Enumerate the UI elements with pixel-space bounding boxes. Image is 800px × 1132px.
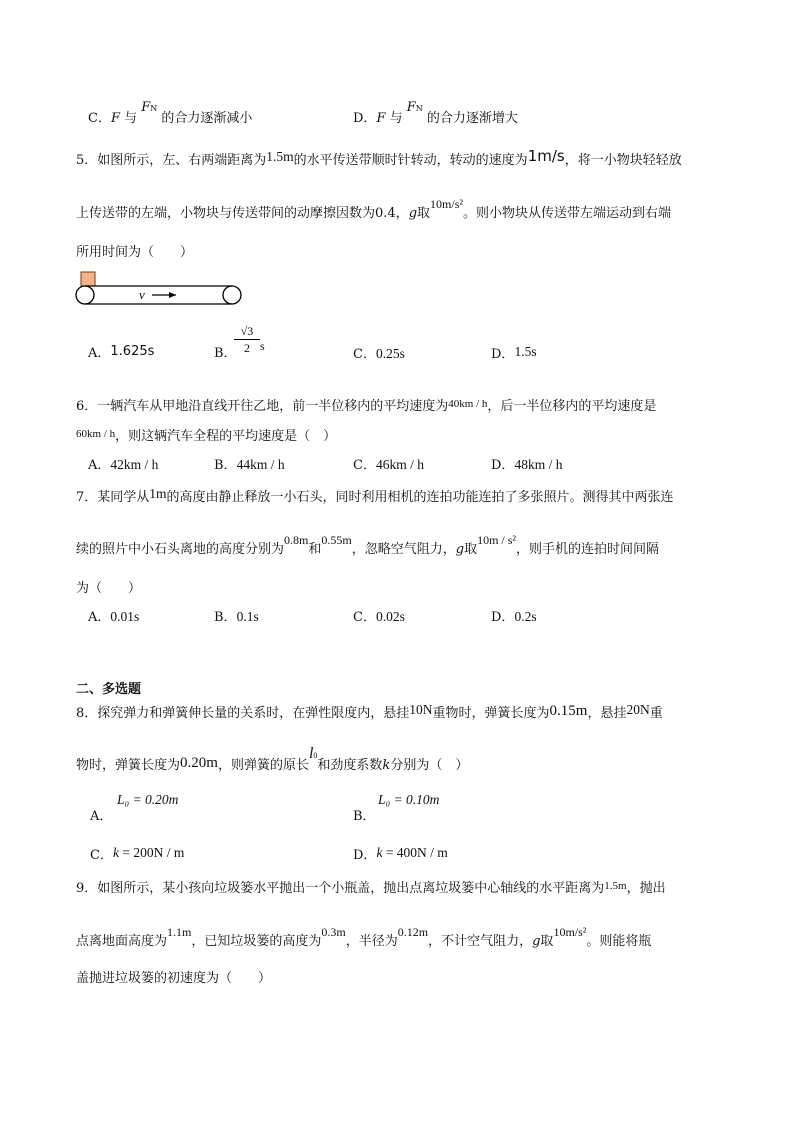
text: ，将一小物块轻轻放 — [564, 153, 682, 168]
option-label: D． — [491, 458, 515, 473]
text: 重 — [649, 706, 663, 721]
force-symbol: F — [376, 111, 386, 126]
q9-line3 — [76, 970, 271, 988]
arrow-head — [169, 292, 176, 298]
text: 盖抛进垃圾篓的初速度为（ ） — [76, 971, 272, 986]
k-symbol: k — [382, 758, 391, 773]
text: 所用时间为（ ） — [76, 245, 194, 260]
option-label: A． — [88, 458, 111, 473]
option-label: D． — [491, 347, 515, 362]
text: ，已知垃圾篓的高度为 — [191, 934, 322, 949]
q8-option-a-expr — [117, 791, 178, 809]
q7-line1 — [76, 488, 674, 507]
option-label: B． — [214, 610, 237, 625]
text: 分别为（ ） — [390, 758, 469, 773]
q9-line1 — [76, 880, 666, 898]
k-symbol: k — [376, 845, 383, 860]
force-symbol: F — [110, 111, 120, 126]
q5-option-b-fraction — [234, 324, 260, 355]
option-label: D． — [491, 610, 515, 625]
section-heading — [76, 681, 141, 699]
text: 6．一辆汽车从甲地沿直线开往乙地，前一半位移内的平均速度为 — [76, 399, 449, 414]
l0-symbol — [309, 746, 317, 761]
fraction-numerator: √3 — [240, 324, 254, 338]
fraction-bar — [234, 339, 260, 340]
block — [81, 272, 95, 286]
q8-option-b-label — [353, 808, 376, 826]
text: ，则这辆汽车全程的平均速度是（ ） — [115, 429, 337, 444]
text: ，不计空气阻力， — [428, 934, 533, 949]
option-value: 1.5s — [514, 344, 537, 359]
height-value: 1.1m — [167, 925, 192, 939]
text: 的水平传送带顺时针转动，转动的速度为 — [293, 153, 528, 168]
option-label: C． — [353, 610, 376, 625]
text: 上传送带的左端，小物块与传送带间的动摩擦因数为0.4， — [76, 206, 409, 221]
right-roller — [223, 286, 241, 304]
text: 为（ ） — [76, 581, 142, 596]
q8-option-b-expr — [378, 791, 439, 809]
q6-option-b — [214, 456, 285, 475]
height-value: 0.55m — [321, 533, 352, 547]
option-value: 0.1s — [236, 609, 259, 624]
option-label: B． — [353, 809, 376, 824]
text: 和劲度系数 — [317, 758, 383, 773]
l-subscript: 0 — [313, 751, 318, 760]
q6-option-d — [491, 456, 562, 475]
q5-line1 — [76, 147, 682, 170]
unit: s — [260, 339, 265, 353]
option-value: 0.25s — [375, 346, 405, 361]
option-label: C． — [88, 111, 111, 126]
section-title: 二、多选题 — [76, 682, 142, 697]
option-value: = 400N / m — [382, 845, 448, 860]
text: ，则手机的连拍时间间隔 — [516, 542, 660, 557]
q6-option-a — [88, 456, 158, 475]
option-value: 0.2s — [514, 609, 537, 624]
option-label: C． — [353, 458, 376, 473]
option-value: 1.625s — [110, 344, 155, 359]
q5-line3 — [76, 244, 193, 262]
speed-value: 60km / h — [76, 428, 116, 440]
connector-text: 与 — [385, 111, 407, 126]
q4-option-c — [88, 100, 253, 129]
q7-option-c — [353, 608, 405, 627]
height-value: 0.8m — [284, 533, 309, 547]
q7-line3 — [76, 580, 141, 598]
height-value: 0.3m — [321, 925, 346, 939]
height-value: 1m — [149, 486, 167, 501]
option-label: B． — [214, 346, 237, 361]
normal-force-symbol — [141, 100, 157, 115]
fn-subscript: N — [150, 104, 158, 113]
option-value: L₀ = 0.10m — [378, 792, 440, 807]
option-value: 46km / h — [375, 457, 424, 472]
option-label: D． — [353, 111, 377, 126]
q6-line2 — [76, 428, 336, 446]
text: ，忽略空气阻力， — [351, 542, 456, 557]
g-symbol: g — [408, 206, 418, 221]
option-value: 44km / h — [236, 457, 285, 472]
g-symbol: g — [532, 934, 541, 949]
text: 7．某同学从 — [76, 490, 150, 505]
length-value: 0.15m — [549, 703, 588, 719]
g-symbol: g — [455, 542, 465, 557]
text: 。则小物块从传送带左端运动到右端 — [462, 206, 671, 221]
left-roller — [76, 286, 94, 304]
text: 取 — [464, 542, 478, 557]
q7-option-b — [214, 608, 259, 627]
text: 点离地面高度为 — [76, 934, 168, 949]
q5-option-d — [491, 345, 537, 364]
length-value: 0.20m — [180, 755, 218, 771]
radius-value: 0.12m — [397, 925, 429, 939]
option-label: D． — [353, 848, 377, 863]
option-value: 42km / h — [110, 457, 159, 472]
option-value: 48km / h — [514, 457, 563, 472]
text: 取 — [540, 934, 554, 949]
text: 5．如图所示，左、右两端距离为 — [76, 153, 267, 168]
option-label: A． — [88, 346, 111, 361]
force-value: 10N — [409, 702, 433, 717]
text: 的高度由静止释放一小石头，同时利用相机的连拍功能连拍了多张照片。测得其中两张连 — [166, 490, 674, 505]
l-symbol: l — [308, 745, 314, 762]
option-label: A． — [88, 610, 111, 625]
text: 重物时，弹簧长度为 — [432, 706, 550, 721]
q8-line1 — [76, 704, 663, 723]
q8-option-d — [353, 846, 448, 865]
text: 取 — [417, 206, 431, 221]
q8-line2 — [76, 745, 469, 776]
q5-option-a — [88, 345, 154, 363]
text: 和 — [308, 542, 322, 557]
g-value: 10m/s² — [430, 197, 463, 211]
fn-symbol: F — [406, 100, 416, 115]
conveyor-belt-figure — [72, 270, 244, 310]
q7-option-a — [88, 608, 139, 627]
g-value: 10m / s² — [477, 533, 517, 547]
distance-value: 1.5m — [266, 149, 294, 164]
text: 续的照片中小石头离地的高度分别为 — [76, 542, 285, 557]
text: 8．探究弹力和弹簧伸长量的关系时，在弹性限度内，悬挂 — [76, 706, 410, 721]
k-symbol: k — [112, 845, 119, 860]
connector-text: 与 — [119, 111, 142, 126]
text: ，半径为 — [345, 934, 398, 949]
option-text: 的合力逐渐减小 — [157, 111, 253, 126]
option-value: L₀ = 0.20m — [117, 792, 179, 807]
velocity-label: v — [139, 287, 145, 302]
text: 物时，弹簧长度为 — [76, 758, 181, 773]
text: ，后一半位移内的平均速度是 — [487, 399, 657, 414]
option-value: 0.01s — [110, 609, 140, 624]
text: 。则能将瓶 — [586, 934, 652, 949]
text: ，悬挂 — [587, 706, 627, 721]
distance-value: 1.5m — [604, 880, 627, 892]
q7-option-d — [491, 608, 537, 627]
option-label: B． — [214, 458, 237, 473]
fn-subscript: N — [415, 104, 423, 113]
option-label: C． — [90, 848, 113, 863]
q6-line1 — [76, 398, 656, 416]
force-value: 20N — [626, 702, 650, 717]
q8-option-a-label — [90, 808, 112, 826]
text: ，则弹簧的原长 — [217, 758, 309, 773]
q6-option-c — [353, 456, 424, 475]
option-label: C． — [353, 347, 376, 362]
q5-option-c — [353, 345, 405, 364]
normal-force-symbol — [407, 100, 423, 115]
option-value: 0.02s — [375, 609, 405, 624]
g-value: 10m/s² — [553, 925, 587, 939]
q5-option-b-unit — [260, 337, 265, 355]
q5-line2 — [76, 197, 671, 223]
fn-symbol: F — [141, 100, 151, 115]
text: 9．如图所示，某小孩向垃圾篓水平抛出一个小瓶盖，抛出点离垃圾篓中心轴线的水平距离为 — [76, 881, 605, 896]
fraction-denominator: 2 — [244, 341, 250, 355]
speed-value: 40km / h — [448, 398, 488, 410]
q4-option-d — [353, 100, 518, 129]
option-value: = 200N / m — [118, 845, 185, 860]
speed-value: 1m/s — [527, 147, 565, 165]
option-label: A． — [90, 809, 113, 824]
option-text: 的合力逐渐增大 — [422, 111, 518, 126]
q7-line2 — [76, 533, 660, 559]
text: ，抛出 — [626, 881, 666, 896]
q8-option-c — [90, 846, 184, 865]
q9-line2 — [76, 925, 652, 951]
